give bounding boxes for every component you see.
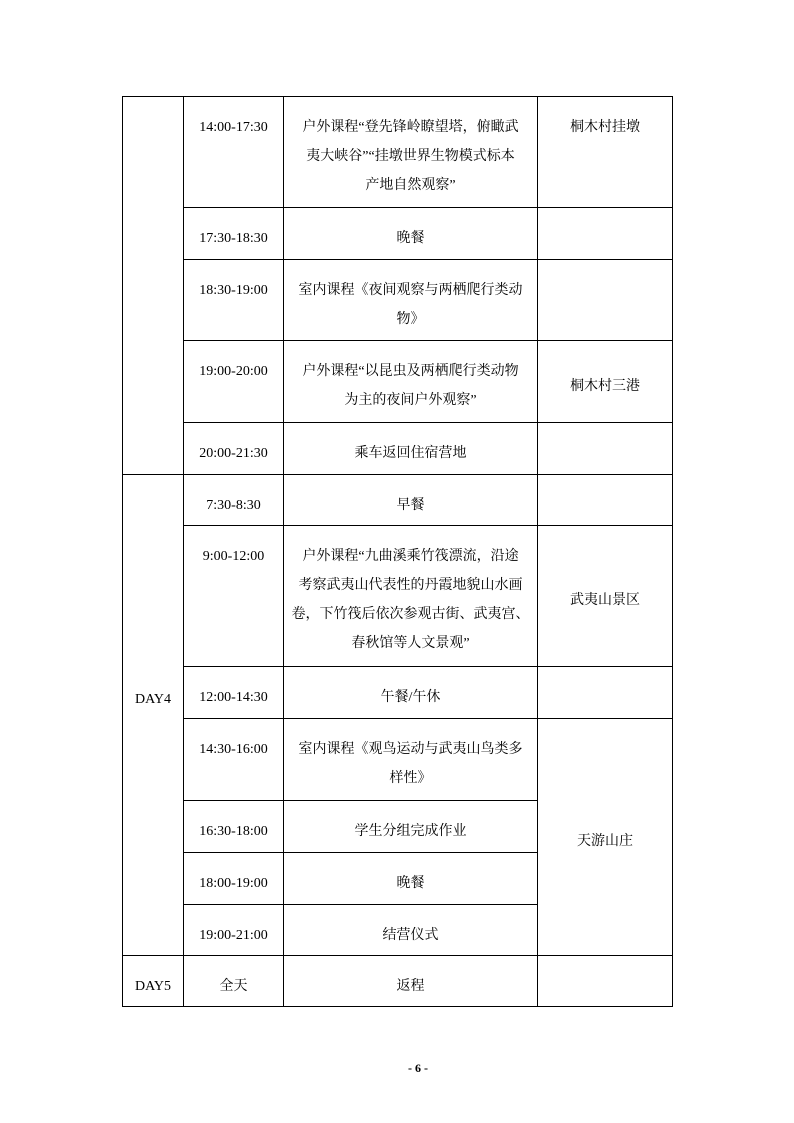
- time-cell: [184, 97, 284, 208]
- time-cell: [184, 667, 284, 719]
- activity-line: 乘车返回住宿营地: [354, 446, 467, 461]
- location-label: 桐木村三港: [570, 378, 640, 394]
- activity-cell: [284, 260, 538, 341]
- time-cell: [184, 719, 284, 801]
- day-label: DAY4: [134, 692, 172, 707]
- time-cell: [184, 423, 284, 475]
- time-cell: [184, 208, 284, 260]
- location-cell-empty: [538, 423, 673, 475]
- activity-line: 晚餐: [396, 231, 425, 246]
- activity-line: 室内课程《观鸟运动与武夷山鸟类多: [298, 742, 523, 757]
- activity-cell: [284, 208, 538, 260]
- time-cell: [184, 475, 284, 526]
- activity-line: 晚餐: [396, 876, 425, 891]
- activity-line: 返程: [396, 979, 425, 994]
- time-label: 18:30-19:00: [199, 283, 268, 298]
- time-cell: [184, 905, 284, 956]
- time-label: 18:00-19:00: [199, 876, 268, 891]
- activity-line: 样性》: [389, 771, 432, 786]
- time-cell: [184, 260, 284, 341]
- location-cell-merged: [538, 719, 673, 956]
- activity-cell: [284, 905, 538, 956]
- location-label: 天游山庄: [577, 834, 633, 849]
- time-label: 12:00-14:30: [199, 690, 268, 705]
- time-label: 14:30-16:00: [199, 742, 268, 757]
- time-label: 19:00-20:00: [199, 364, 268, 379]
- activity-cell: [284, 526, 538, 667]
- location-label: 武夷山景区: [570, 593, 640, 608]
- activity-line: 户外课程“以昆虫及两栖爬行类动物: [302, 364, 519, 379]
- location-label: 桐木村挂墩: [570, 120, 640, 135]
- activity-line: 室内课程《夜间观察与两栖爬行类动: [298, 283, 523, 298]
- activity-cell: [284, 341, 538, 423]
- activity-cell: [284, 97, 538, 208]
- activity-line: 结营仪式: [382, 928, 439, 943]
- activity-cell: [284, 956, 538, 1007]
- location-cell-empty: [538, 260, 673, 341]
- time-label: 20:00-21:30: [199, 446, 268, 461]
- schedule-table: [122, 96, 673, 1007]
- time-label: 7:30-8:30: [206, 498, 261, 513]
- activity-cell: [284, 853, 538, 905]
- activity-line: 户外课程“登先锋岭瞭望塔，俯瞰武: [302, 120, 519, 135]
- time-label: 全天: [219, 979, 248, 994]
- location-cell-empty: [538, 208, 673, 260]
- location-cell-empty: [538, 667, 673, 719]
- activity-line: 考察武夷山代表性的丹霞地貌山水画: [298, 578, 523, 593]
- activity-cell: [284, 475, 538, 526]
- time-cell: [184, 853, 284, 905]
- location-cell: [538, 97, 673, 208]
- time-label: 17:30-18:30: [199, 231, 268, 246]
- activity-cell: [284, 719, 538, 801]
- time-cell: [184, 341, 284, 423]
- location-cell: [538, 341, 673, 423]
- activity-line: 学生分组完成作业: [354, 824, 467, 839]
- time-label: 9:00-12:00: [202, 549, 265, 564]
- time-cell: [184, 956, 284, 1007]
- activity-line: 户外课程“九曲溪乘竹筏漂流，沿途: [302, 549, 519, 564]
- location-cell-empty: [538, 475, 673, 526]
- activity-cell: [284, 423, 538, 475]
- time-label: 19:00-21:00: [199, 928, 268, 943]
- day-label: DAY5: [134, 979, 172, 994]
- activity-line: 为主的夜间户外观察”: [344, 393, 477, 408]
- time-label: 16:30-18:00: [199, 824, 268, 839]
- location-cell-empty: [538, 956, 673, 1007]
- day-cell-day4: [123, 475, 184, 956]
- activity-line: 物》: [396, 312, 425, 327]
- activity-cell: [284, 667, 538, 719]
- activity-cell: [284, 801, 538, 853]
- activity-line: 午餐/午休: [380, 690, 441, 705]
- activity-line: 早餐: [396, 498, 425, 513]
- time-cell: [184, 526, 284, 667]
- day-cell-empty: [123, 97, 184, 475]
- activity-line: 春秋馆等人文景观”: [351, 636, 470, 651]
- time-cell: [184, 801, 284, 853]
- activity-line: 卷，下竹筏后依次参观古街、武夷宫、: [291, 607, 530, 622]
- activity-line: 夷大峡谷”“挂墩世界生物模式标本: [306, 149, 515, 164]
- page-number: - 6 -: [408, 1061, 428, 1075]
- activity-line: 产地自然观察”: [365, 178, 456, 193]
- time-label: 14:00-17:30: [199, 120, 268, 135]
- day-cell-day5: [123, 956, 184, 1007]
- location-cell: [538, 526, 673, 667]
